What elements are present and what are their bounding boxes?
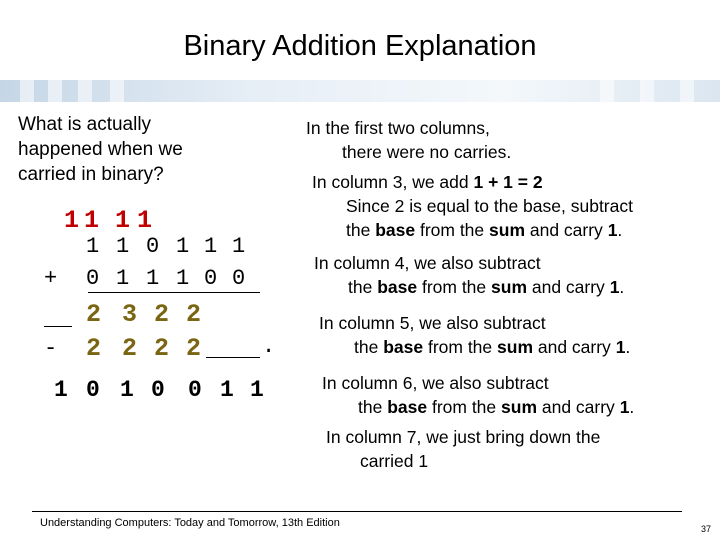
explanation-text [346, 218, 622, 242]
result-digit: 0 [188, 377, 202, 403]
text-span: the [354, 337, 384, 357]
band-stripe [20, 80, 34, 102]
explanation-text [312, 170, 543, 194]
text-span: the [358, 397, 388, 417]
explanation-text: In the first two columns, [306, 118, 490, 138]
explanation-text [348, 275, 624, 299]
text-span: . [625, 337, 631, 357]
band-stripe [600, 80, 614, 102]
bold-span: sum [501, 397, 537, 417]
bold-span: 1 [607, 220, 618, 240]
result-digit: 1 [250, 377, 264, 403]
addend2-digit: 1 [116, 266, 130, 291]
decorative-band [0, 80, 720, 102]
question-line: What is actually [18, 114, 152, 135]
band-stripe [110, 80, 124, 102]
question-line: happened when we [18, 139, 183, 160]
dot-mark: . [262, 334, 276, 359]
text-span: from the [415, 220, 490, 240]
bold-span: base [383, 337, 424, 357]
addition-underline [88, 292, 260, 293]
text-span: from the [423, 337, 498, 357]
sum-digit: 2 [186, 300, 202, 329]
text-span: . [617, 220, 623, 240]
bold-span: base [387, 397, 428, 417]
text-span: In column 3, we add [312, 172, 474, 192]
sum-digit: 2 [154, 300, 170, 329]
band-stripe [48, 80, 62, 102]
page-number: 37 [701, 524, 712, 534]
bold-span: 1 [619, 397, 630, 417]
bold-span: 1 + 1 = 2 [473, 172, 543, 192]
explanation-text: Since 2 is equal to the base, subtract [346, 196, 633, 216]
addend1-digit: 1 [116, 234, 130, 259]
subtract-digit: 2 [86, 334, 102, 363]
addend2-digit: 0 [204, 266, 218, 291]
carry-digit: 1 [64, 206, 80, 235]
result-digit: 1 [220, 377, 234, 403]
addend1-digit: 1 [204, 234, 218, 259]
bold-span: base [377, 277, 418, 297]
explanation-text: In column 6, we also subtract [322, 373, 549, 393]
question-line: carried in binary? [18, 164, 164, 185]
addend2-digit: 0 [86, 266, 100, 291]
footer-text: Understanding Computers: Today and Tomorrow, 13th Edition [40, 517, 340, 529]
explanation-text: In column 7, we just bring down the [326, 427, 601, 447]
addend1-digit: 0 [146, 234, 160, 259]
carry-digit: 1 [84, 206, 100, 235]
text-span: . [619, 277, 625, 297]
result-digit: 1 [120, 377, 134, 403]
sum-digit: 2 [86, 300, 102, 329]
sum-digit: 3 [122, 300, 138, 329]
explanation-text: In column 4, we also subtract [314, 253, 541, 273]
explanation-text: In column 5, we also subtract [319, 313, 546, 333]
minus-sign: - [44, 336, 58, 361]
text-span: and carry [537, 397, 620, 417]
text-span: and carry [525, 220, 608, 240]
bold-span: 1 [609, 277, 620, 297]
text-span: . [629, 397, 635, 417]
result-digit: 0 [86, 377, 100, 403]
addend2-digit: 1 [176, 266, 190, 291]
addend1-digit: 1 [176, 234, 190, 259]
bold-span: 1 [615, 337, 626, 357]
question-text [18, 112, 258, 187]
addend1-digit: 1 [86, 234, 100, 259]
result-digit: 0 [151, 377, 165, 403]
text-span: the [346, 220, 376, 240]
slide-title: Binary Addition Explanation [183, 30, 537, 62]
band-stripe [640, 80, 654, 102]
addend2-digit: 0 [232, 266, 246, 291]
text-span: from the [427, 397, 502, 417]
addend1-digit: 1 [232, 234, 246, 259]
carry-digit: 1 [115, 206, 131, 235]
subtract-digit: 2 [154, 334, 170, 363]
carry-digit: 1 [137, 206, 153, 235]
explanation-text [354, 335, 630, 359]
bold-span: sum [497, 337, 533, 357]
text-span: the [348, 277, 378, 297]
band-stripe [680, 80, 694, 102]
result-digit: 1 [54, 377, 68, 403]
explanation-text [358, 395, 634, 419]
subtract-digit: 2 [186, 334, 202, 363]
explanation-text: carried 1 [360, 451, 429, 471]
text-span: and carry [527, 277, 610, 297]
band-stripe [78, 80, 92, 102]
bold-span: sum [491, 277, 527, 297]
bold-span: base [375, 220, 416, 240]
plus-sign: + [44, 266, 58, 291]
explanation-text: there were no carries. [342, 142, 512, 162]
bold-span: sum [489, 220, 525, 240]
addend2-digit: 1 [146, 266, 160, 291]
text-span: from the [417, 277, 492, 297]
subtract-underline [206, 357, 260, 358]
blank-underline [44, 326, 72, 327]
subtract-digit: 2 [122, 334, 138, 363]
text-span: and carry [533, 337, 616, 357]
footer-divider [32, 511, 682, 512]
